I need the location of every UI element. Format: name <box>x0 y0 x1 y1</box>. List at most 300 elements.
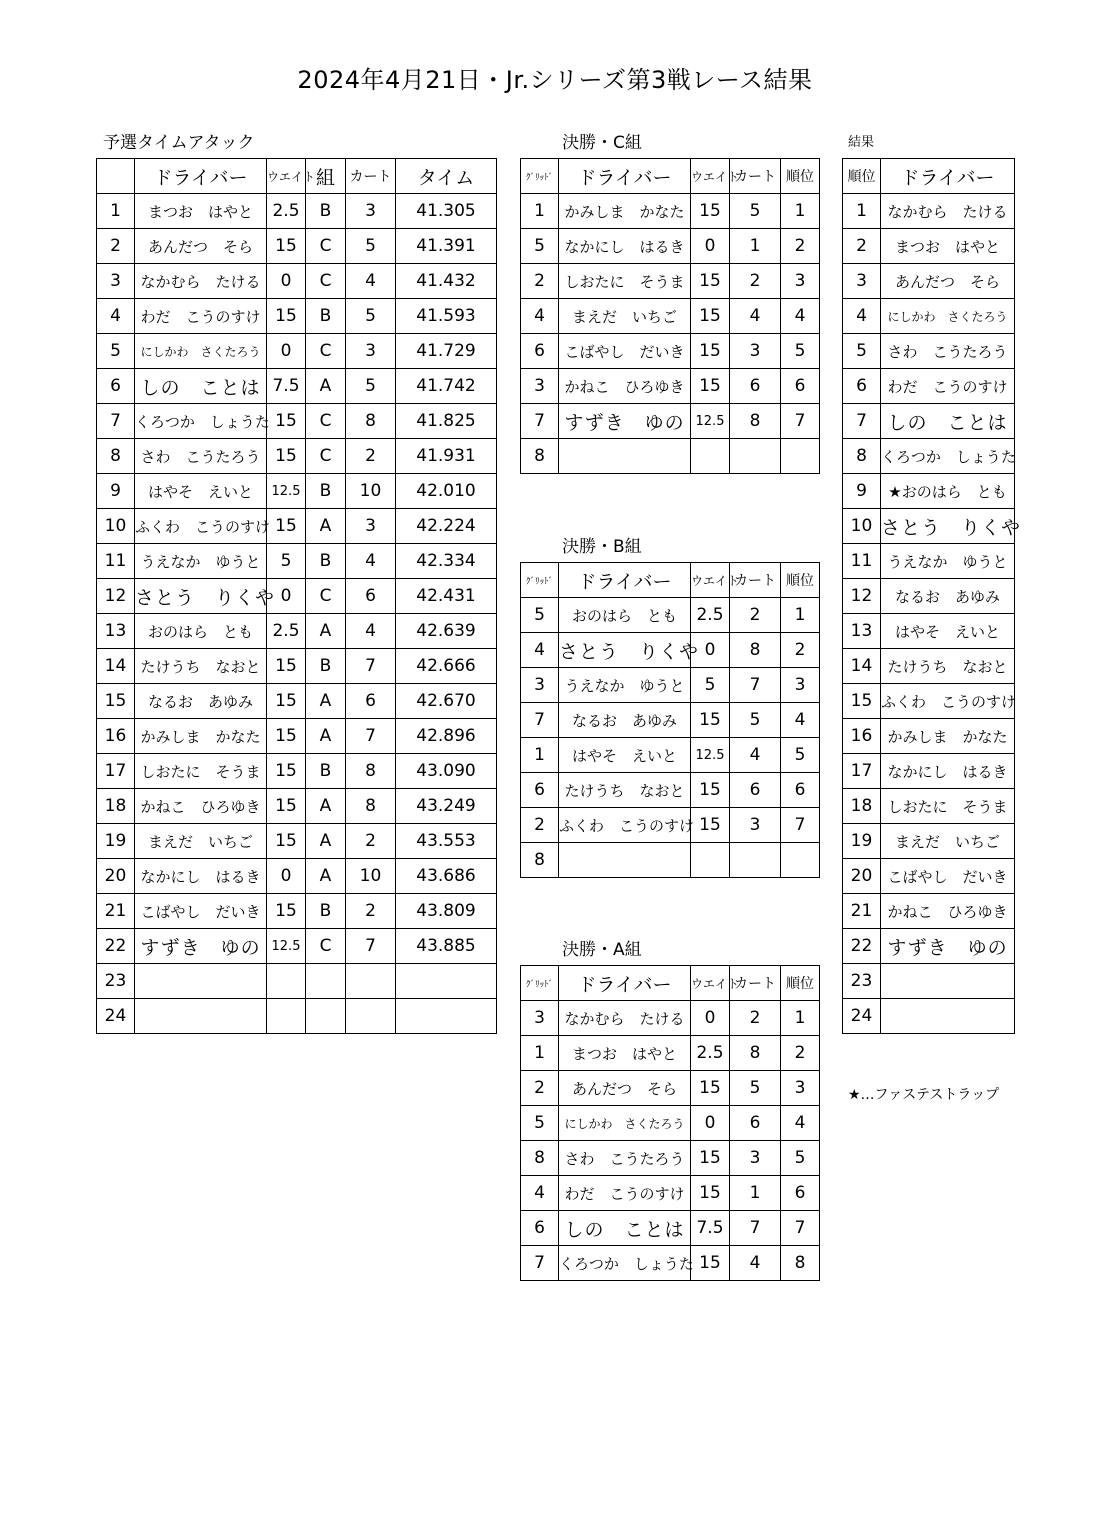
table-cell: A <box>306 719 346 754</box>
driver-name-cell: にしかわ さくたろう <box>881 299 1015 334</box>
driver-name-cell: まえだ いちご <box>135 824 267 859</box>
column-header: ドライバー <box>559 159 691 194</box>
table-cell: 2 <box>521 264 559 299</box>
driver-name-cell: たけうち なおと <box>135 649 267 684</box>
table-cell: 15 <box>691 264 730 299</box>
table-cell: 0 <box>691 229 730 264</box>
driver-name-cell: ふくわ こうのすけ <box>881 684 1015 719</box>
table-row <box>843 684 1015 719</box>
table-row <box>843 194 1015 229</box>
table-cell: 8 <box>346 754 396 789</box>
table-cell: 5 <box>691 668 730 703</box>
table-cell: 15 <box>97 684 135 719</box>
table-cell <box>396 999 497 1034</box>
table-cell: 5 <box>781 334 820 369</box>
column-header: カート <box>730 563 781 598</box>
driver-name-cell: すずき ゆの <box>559 404 691 439</box>
table-cell: 15 <box>843 684 881 719</box>
table-cell: 1 <box>843 194 881 229</box>
table-cell: 10 <box>346 474 396 509</box>
table-cell: 43.553 <box>396 824 497 859</box>
table-cell: 12 <box>97 579 135 614</box>
table-row <box>843 579 1015 614</box>
driver-name-cell: かみしま かなた <box>881 719 1015 754</box>
table-row <box>97 929 497 964</box>
table-cell: 2 <box>521 808 559 843</box>
table-cell: 6 <box>97 369 135 404</box>
driver-name-cell: わだ こうのすけ <box>135 299 267 334</box>
table-cell: A <box>306 859 346 894</box>
table-cell: 1 <box>521 194 559 229</box>
table-row <box>843 544 1015 579</box>
table-row <box>521 369 820 404</box>
table-cell <box>346 964 396 999</box>
driver-name-cell: なかむら たける <box>135 264 267 299</box>
table-cell: 3 <box>730 808 781 843</box>
table-cell: 3 <box>346 194 396 229</box>
table-row <box>521 1036 820 1071</box>
table-cell: 2 <box>781 229 820 264</box>
driver-name-cell: うえなか ゆうと <box>559 668 691 703</box>
driver-name-cell: なるお あゆみ <box>135 684 267 719</box>
table-cell: 5 <box>730 703 781 738</box>
table-cell: 20 <box>97 859 135 894</box>
column-header: ドライバー <box>559 563 691 598</box>
driver-name-cell: あんだつ そら <box>559 1071 691 1106</box>
table-cell: 1 <box>521 1036 559 1071</box>
driver-name-cell <box>559 439 691 474</box>
table-cell: 15 <box>691 808 730 843</box>
table-row <box>521 1071 820 1106</box>
table-cell: 10 <box>97 509 135 544</box>
table-cell: B <box>306 894 346 929</box>
final-c-label: 決勝・C組 <box>562 133 642 153</box>
table-row <box>97 964 497 999</box>
table-cell: 16 <box>843 719 881 754</box>
driver-name-cell: かねこ ひろゆき <box>135 789 267 824</box>
driver-name-cell: くろつか しょうた <box>135 404 267 439</box>
table-row <box>97 579 497 614</box>
table-cell: 0 <box>691 1106 730 1141</box>
table-row <box>521 843 820 878</box>
driver-name-cell <box>559 843 691 878</box>
table-cell: 0 <box>691 633 730 668</box>
table-cell: 43.885 <box>396 929 497 964</box>
table-row <box>97 439 497 474</box>
table-cell: 2 <box>346 824 396 859</box>
table-cell: 12 <box>843 579 881 614</box>
table-cell: 42.334 <box>396 544 497 579</box>
table-row <box>521 773 820 808</box>
table-row <box>843 474 1015 509</box>
column-header: 順位 <box>781 159 820 194</box>
table-cell <box>306 999 346 1034</box>
table-cell: 7 <box>730 1211 781 1246</box>
table-cell: 11 <box>843 544 881 579</box>
table-cell: 41.593 <box>396 299 497 334</box>
table-cell: A <box>306 789 346 824</box>
table-cell: 15 <box>691 703 730 738</box>
table-cell: 17 <box>843 754 881 789</box>
table-cell: 5 <box>346 229 396 264</box>
table-cell: 4 <box>346 544 396 579</box>
table-row <box>521 703 820 738</box>
table-cell <box>267 964 306 999</box>
table-row <box>521 334 820 369</box>
driver-name-cell: さとう りくや <box>135 579 267 614</box>
table-cell: 1 <box>781 1001 820 1036</box>
table-row <box>843 369 1015 404</box>
column-header: ドライバー <box>135 159 267 194</box>
table-cell: 5 <box>346 299 396 334</box>
table-cell: 41.391 <box>396 229 497 264</box>
table-row <box>97 229 497 264</box>
table-cell: 12.5 <box>691 738 730 773</box>
table-cell: 15 <box>267 789 306 824</box>
table-cell: C <box>306 404 346 439</box>
table-cell: 7 <box>346 649 396 684</box>
driver-name-cell: こばやし だいき <box>881 859 1015 894</box>
column-header: ドライバー <box>881 159 1015 194</box>
table-cell: 15 <box>267 719 306 754</box>
driver-name-cell: しの ことは <box>881 404 1015 439</box>
table-cell: 2.5 <box>267 614 306 649</box>
table-cell: 15 <box>691 1141 730 1176</box>
table-cell: 5 <box>730 1071 781 1106</box>
table-cell: 6 <box>843 369 881 404</box>
table-row <box>97 544 497 579</box>
table-cell: 1 <box>97 194 135 229</box>
driver-name-cell: ふくわ こうのすけ <box>135 509 267 544</box>
table-cell: 1 <box>521 738 559 773</box>
table-cell: 5 <box>346 369 396 404</box>
table-cell <box>691 843 730 878</box>
column-header: ｸﾞﾘｯﾄﾞ <box>521 563 559 598</box>
table-cell <box>396 964 497 999</box>
table-cell: 3 <box>521 369 559 404</box>
table-row <box>521 229 820 264</box>
table-row <box>843 964 1015 999</box>
table-row <box>521 299 820 334</box>
qualifying-label: 予選タイムアタック <box>103 133 255 153</box>
column-header: カート <box>730 966 781 1001</box>
table-row <box>97 404 497 439</box>
table-cell: 6 <box>521 1211 559 1246</box>
table-cell: 42.896 <box>396 719 497 754</box>
final-a-table <box>520 965 820 1281</box>
table-cell: 22 <box>97 929 135 964</box>
driver-name-cell: ★おのはら とも <box>881 474 1015 509</box>
table-cell: 41.305 <box>396 194 497 229</box>
table-cell: 2 <box>346 894 396 929</box>
table-cell: 4 <box>730 299 781 334</box>
driver-name-cell: しおたに そうま <box>881 789 1015 824</box>
table-cell: 7 <box>781 404 820 439</box>
table-cell: 4 <box>730 1246 781 1281</box>
table-cell: 15 <box>267 754 306 789</box>
table-cell: 15 <box>691 299 730 334</box>
table-row <box>843 859 1015 894</box>
driver-name-cell: なかむら たける <box>881 194 1015 229</box>
table-cell: B <box>306 754 346 789</box>
table-cell: 8 <box>521 843 559 878</box>
table-cell: C <box>306 264 346 299</box>
table-cell: 8 <box>843 439 881 474</box>
table-row <box>521 264 820 299</box>
table-cell: 7 <box>781 1211 820 1246</box>
table-cell: 1 <box>781 598 820 633</box>
results-label: 結果 <box>848 135 875 150</box>
table-cell: 2 <box>730 598 781 633</box>
table-row <box>843 404 1015 439</box>
driver-name-cell: まつお はやと <box>135 194 267 229</box>
table-cell: 41.432 <box>396 264 497 299</box>
table-row <box>97 299 497 334</box>
table-cell: 7 <box>97 404 135 439</box>
table-row <box>97 684 497 719</box>
table-cell: 4 <box>781 703 820 738</box>
table-row <box>521 598 820 633</box>
driver-name-cell: わだ こうのすけ <box>559 1176 691 1211</box>
table-cell: 23 <box>97 964 135 999</box>
table-cell: 5 <box>521 598 559 633</box>
table-cell: 2.5 <box>691 598 730 633</box>
table-cell: 4 <box>521 1176 559 1211</box>
table-row <box>843 894 1015 929</box>
driver-name-cell: なかにし はるき <box>559 229 691 264</box>
driver-name-cell: うえなか ゆうと <box>881 544 1015 579</box>
table-cell: 0 <box>267 334 306 369</box>
table-cell: 0 <box>691 1001 730 1036</box>
table-cell: 6 <box>781 1176 820 1211</box>
table-cell: 5 <box>781 738 820 773</box>
table-cell: 1 <box>730 1176 781 1211</box>
table-cell: 18 <box>97 789 135 824</box>
table-row <box>97 859 497 894</box>
driver-name-cell: たけうち なおと <box>881 649 1015 684</box>
table-cell: 1 <box>781 194 820 229</box>
table-cell: 4 <box>346 264 396 299</box>
table-cell: A <box>306 614 346 649</box>
driver-name-cell: なかむら たける <box>559 1001 691 1036</box>
header-row <box>521 966 820 1001</box>
table-cell: 13 <box>843 614 881 649</box>
table-cell: 42.224 <box>396 509 497 544</box>
driver-name-cell: こばやし だいき <box>559 334 691 369</box>
table-cell: 15 <box>691 1071 730 1106</box>
table-cell: 7 <box>521 1246 559 1281</box>
column-header: ｸﾞﾘｯﾄﾞ <box>521 159 559 194</box>
driver-name-cell: かねこ ひろゆき <box>559 369 691 404</box>
table-row <box>97 894 497 929</box>
table-cell: 10 <box>346 859 396 894</box>
table-cell: 5 <box>781 1141 820 1176</box>
table-cell: 16 <box>97 719 135 754</box>
table-cell: 15 <box>267 509 306 544</box>
table-row <box>843 824 1015 859</box>
final-b-label: 決勝・B組 <box>562 537 642 557</box>
table-row <box>521 1176 820 1211</box>
table-cell: 3 <box>781 264 820 299</box>
header-row <box>521 159 820 194</box>
table-cell: 15 <box>267 404 306 439</box>
table-cell: 7 <box>730 668 781 703</box>
table-cell: 4 <box>730 738 781 773</box>
table-cell: B <box>306 194 346 229</box>
column-header: ウエイト <box>691 159 730 194</box>
table-cell: 14 <box>843 649 881 684</box>
table-cell: 6 <box>730 773 781 808</box>
driver-name-cell <box>135 999 267 1034</box>
final-b-table <box>520 562 820 878</box>
table-cell: 5 <box>843 334 881 369</box>
table-cell: 21 <box>843 894 881 929</box>
table-row <box>843 999 1015 1034</box>
table-cell: 15 <box>267 439 306 474</box>
table-row <box>97 789 497 824</box>
table-cell: 4 <box>346 614 396 649</box>
driver-name-cell: はやそ えいと <box>881 614 1015 649</box>
table-cell: 11 <box>97 544 135 579</box>
table-row <box>843 754 1015 789</box>
fastest-lap-note: ★…ファステストラップ <box>848 1087 1000 1103</box>
table-row <box>521 633 820 668</box>
table-cell: 8 <box>346 404 396 439</box>
table-cell: 42.431 <box>396 579 497 614</box>
table-row <box>521 738 820 773</box>
table-cell: 4 <box>781 1106 820 1141</box>
table-row <box>843 229 1015 264</box>
table-cell: 14 <box>97 649 135 684</box>
table-cell: 22 <box>843 929 881 964</box>
table-cell: 2 <box>781 1036 820 1071</box>
table-cell: 3 <box>781 1071 820 1106</box>
table-cell <box>267 999 306 1034</box>
driver-name-cell: あんだつ そら <box>881 264 1015 299</box>
table-cell <box>346 999 396 1034</box>
column-header <box>97 159 135 194</box>
table-row <box>843 439 1015 474</box>
table-cell: 43.686 <box>396 859 497 894</box>
table-row <box>843 509 1015 544</box>
table-cell: A <box>306 369 346 404</box>
results-table <box>842 158 1022 1034</box>
table-cell: C <box>306 439 346 474</box>
table-cell: B <box>306 544 346 579</box>
table-row <box>97 334 497 369</box>
driver-name-cell: おのはら とも <box>135 614 267 649</box>
table-cell: 8 <box>521 1141 559 1176</box>
final-c-table <box>520 158 820 474</box>
table-cell: 3 <box>97 264 135 299</box>
table-cell: 4 <box>781 299 820 334</box>
driver-name-cell <box>881 964 1015 999</box>
table-cell: 6 <box>730 1106 781 1141</box>
qualifying-table <box>96 158 497 1034</box>
driver-name-cell: しおたに そうま <box>559 264 691 299</box>
driver-name-cell: くろつか しょうた <box>881 439 1015 474</box>
table-cell: 15 <box>691 194 730 229</box>
table-cell: 15 <box>691 334 730 369</box>
table-cell: 6 <box>781 773 820 808</box>
table-cell: 8 <box>97 439 135 474</box>
header-row <box>521 563 820 598</box>
table-row <box>843 299 1015 334</box>
column-header: カート <box>346 159 396 194</box>
table-cell: 7 <box>346 719 396 754</box>
column-header: 組 <box>306 159 346 194</box>
driver-name-cell: まつお はやと <box>559 1036 691 1071</box>
driver-name-cell: さわ こうたろう <box>135 439 267 474</box>
table-cell: 7.5 <box>691 1211 730 1246</box>
table-cell: 2 <box>521 1071 559 1106</box>
driver-name-cell: おのはら とも <box>559 598 691 633</box>
table-cell: 0 <box>267 859 306 894</box>
column-header: カート <box>730 159 781 194</box>
table-cell: 15 <box>691 1176 730 1211</box>
table-row <box>521 1106 820 1141</box>
table-cell: 2 <box>730 264 781 299</box>
table-cell: 8 <box>521 439 559 474</box>
table-cell: 2 <box>97 229 135 264</box>
table-cell: 3 <box>843 264 881 299</box>
table-cell: 6 <box>346 579 396 614</box>
table-cell: 6 <box>730 369 781 404</box>
table-cell: 15 <box>691 773 730 808</box>
table-cell: 15 <box>691 1246 730 1281</box>
column-header: ウエイト <box>691 563 730 598</box>
table-cell: 2 <box>346 439 396 474</box>
table-cell: 8 <box>730 1036 781 1071</box>
table-cell: 8 <box>730 404 781 439</box>
table-row <box>521 808 820 843</box>
table-row <box>97 719 497 754</box>
table-row <box>521 194 820 229</box>
table-cell: 7 <box>346 929 396 964</box>
table-row <box>843 929 1015 964</box>
table-cell: 19 <box>843 824 881 859</box>
table-cell: 18 <box>843 789 881 824</box>
table-cell: 9 <box>843 474 881 509</box>
column-header: 順位 <box>781 563 820 598</box>
column-header: 順位 <box>843 159 881 194</box>
table-row <box>97 649 497 684</box>
driver-name-cell <box>135 964 267 999</box>
table-row <box>97 194 497 229</box>
table-cell: 24 <box>97 999 135 1034</box>
table-cell: 43.249 <box>396 789 497 824</box>
driver-name-cell: なかにし はるき <box>135 859 267 894</box>
table-row <box>97 824 497 859</box>
column-header: ｸﾞﾘｯﾄﾞ <box>521 966 559 1001</box>
driver-name-cell: さわ こうたろう <box>559 1141 691 1176</box>
header-row <box>843 159 1015 194</box>
table-cell <box>691 439 730 474</box>
table-cell: 41.742 <box>396 369 497 404</box>
driver-name-cell: たけうち なおと <box>559 773 691 808</box>
table-cell: 21 <box>97 894 135 929</box>
driver-name-cell: まえだ いちご <box>559 299 691 334</box>
driver-name-cell <box>881 999 1015 1034</box>
driver-name-cell: まつお はやと <box>881 229 1015 264</box>
table-cell: 4 <box>97 299 135 334</box>
table-row <box>521 668 820 703</box>
table-cell: 0 <box>267 579 306 614</box>
driver-name-cell: こばやし だいき <box>135 894 267 929</box>
driver-name-cell: しの ことは <box>559 1211 691 1246</box>
table-row <box>97 999 497 1034</box>
driver-name-cell: わだ こうのすけ <box>881 369 1015 404</box>
